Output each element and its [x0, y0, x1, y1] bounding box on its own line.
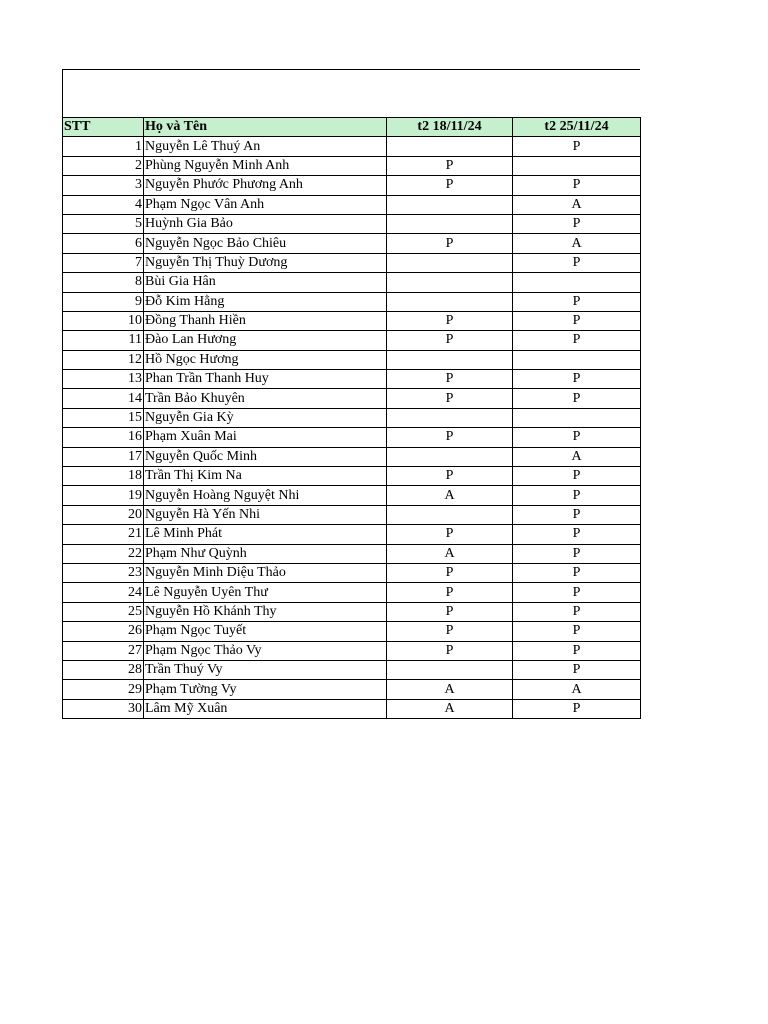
row-date-2-cell[interactable]: P — [513, 311, 641, 330]
table-row — [63, 428, 641, 447]
table-row — [63, 214, 641, 233]
row-date-1-cell[interactable]: P — [387, 525, 513, 544]
table-row — [63, 486, 641, 505]
table-row — [63, 389, 641, 408]
row-stt-cell[interactable]: 1 — [63, 137, 144, 156]
row-date-2-cell[interactable]: A — [513, 680, 641, 699]
row-date-1-cell[interactable]: A — [387, 699, 513, 718]
header-row — [63, 118, 641, 137]
table-row — [63, 583, 641, 602]
row-date-1-cell[interactable]: P — [387, 331, 513, 350]
row-name-cell[interactable]: Nguyễn Lê Thuý An — [144, 137, 387, 156]
row-date-2-cell[interactable]: A — [513, 234, 641, 253]
row-name-cell[interactable]: Phạm Như Quỳnh — [144, 544, 387, 563]
row-name-cell[interactable]: Huỳnh Gia Bảo — [144, 214, 387, 233]
row-name-cell[interactable]: Trần Thị Kim Na — [144, 467, 387, 486]
row-name-cell[interactable]: Lâm Mỹ Xuân — [144, 699, 387, 718]
row-date-1-cell[interactable]: P — [387, 467, 513, 486]
row-name-cell[interactable]: Lê Nguyễn Uyên Thư — [144, 583, 387, 602]
row-date-1-cell[interactable]: P — [387, 234, 513, 253]
row-name-cell[interactable]: Nguyễn Quốc Minh — [144, 447, 387, 466]
row-date-2-cell[interactable]: P — [513, 563, 641, 582]
row-stt-cell[interactable]: 15 — [63, 408, 144, 427]
header-date-2: t2 25/11/24 — [513, 118, 641, 137]
row-date-2-cell[interactable] — [513, 350, 641, 369]
table-row — [63, 137, 641, 156]
table-row — [63, 563, 641, 582]
row-date-2-cell[interactable]: P — [513, 660, 641, 679]
row-name-cell[interactable]: Phan Trần Thanh Huy — [144, 370, 387, 389]
row-name-cell[interactable]: Phạm Ngọc Vân Anh — [144, 195, 387, 214]
row-date-2-cell[interactable]: P — [513, 525, 641, 544]
row-stt-cell[interactable]: 26 — [63, 622, 144, 641]
row-date-2-cell[interactable]: P — [513, 428, 641, 447]
row-stt-cell[interactable]: 23 — [63, 563, 144, 582]
row-stt-cell[interactable]: 27 — [63, 641, 144, 660]
header-stt: STT — [63, 118, 144, 137]
table-row — [63, 680, 641, 699]
row-date-2-cell[interactable]: P — [513, 583, 641, 602]
row-name-cell[interactable]: Nguyễn Gia Kỳ — [144, 408, 387, 427]
row-name-cell[interactable]: Nguyễn Hà Yến Nhi — [144, 505, 387, 524]
row-date-1-cell[interactable] — [387, 273, 513, 292]
table-row — [63, 408, 641, 427]
row-name-cell[interactable]: Đào Lan Hương — [144, 331, 387, 350]
row-name-cell[interactable]: Nguyễn Minh Diệu Thảo — [144, 563, 387, 582]
row-name-cell[interactable]: Phùng Nguyễn Minh Anh — [144, 156, 387, 175]
row-stt-cell[interactable]: 28 — [63, 660, 144, 679]
row-stt-cell[interactable]: 11 — [63, 331, 144, 350]
row-date-1-cell[interactable]: P — [387, 370, 513, 389]
row-stt-cell[interactable]: 3 — [63, 176, 144, 195]
row-stt-cell[interactable]: 12 — [63, 350, 144, 369]
row-date-2-cell[interactable]: A — [513, 447, 641, 466]
row-date-2-cell[interactable]: P — [513, 137, 641, 156]
table-row — [63, 447, 641, 466]
row-date-1-cell[interactable] — [387, 137, 513, 156]
table-row — [63, 311, 641, 330]
row-date-2-cell[interactable]: P — [513, 370, 641, 389]
row-date-2-cell[interactable] — [513, 156, 641, 175]
row-name-cell[interactable]: Phạm Xuân Mai — [144, 428, 387, 447]
row-stt-cell[interactable]: 22 — [63, 544, 144, 563]
row-date-1-cell[interactable]: P — [387, 563, 513, 582]
table-row — [63, 292, 641, 311]
row-date-1-cell[interactable] — [387, 505, 513, 524]
table-row — [63, 273, 641, 292]
row-stt-cell[interactable]: 8 — [63, 273, 144, 292]
attendance-sheet — [62, 69, 640, 719]
table-row — [63, 234, 641, 253]
row-date-2-cell[interactable]: P — [513, 292, 641, 311]
row-date-1-cell[interactable]: P — [387, 311, 513, 330]
attendance-rows — [63, 137, 641, 719]
row-stt-cell[interactable]: 17 — [63, 447, 144, 466]
row-name-cell[interactable]: Phạm Tường Vy — [144, 680, 387, 699]
row-date-2-cell[interactable]: P — [513, 699, 641, 718]
row-stt-cell[interactable]: 19 — [63, 486, 144, 505]
row-date-1-cell[interactable] — [387, 214, 513, 233]
attendance-table — [62, 117, 641, 719]
row-name-cell[interactable]: Phạm Ngọc Tuyết — [144, 622, 387, 641]
row-date-1-cell[interactable]: P — [387, 622, 513, 641]
row-stt-cell[interactable]: 20 — [63, 505, 144, 524]
row-date-1-cell[interactable] — [387, 408, 513, 427]
row-name-cell[interactable]: Nguyễn Thị Thuỳ Dương — [144, 253, 387, 272]
row-date-1-cell[interactable]: P — [387, 156, 513, 175]
table-row — [63, 505, 641, 524]
row-stt-cell[interactable]: 21 — [63, 525, 144, 544]
row-stt-cell[interactable]: 13 — [63, 370, 144, 389]
row-stt-cell[interactable]: 10 — [63, 311, 144, 330]
row-name-cell[interactable]: Đồng Thanh Hiền — [144, 311, 387, 330]
row-date-1-cell[interactable] — [387, 292, 513, 311]
table-row — [63, 331, 641, 350]
row-date-2-cell[interactable]: P — [513, 253, 641, 272]
row-date-2-cell[interactable]: P — [513, 176, 641, 195]
row-stt-cell[interactable]: 29 — [63, 680, 144, 699]
table-row — [63, 641, 641, 660]
row-name-cell[interactable]: Phạm Ngọc Thảo Vy — [144, 641, 387, 660]
row-name-cell[interactable]: Đỗ Kim Hằng — [144, 292, 387, 311]
row-date-2-cell[interactable]: P — [513, 602, 641, 621]
row-stt-cell[interactable]: 16 — [63, 428, 144, 447]
row-name-cell[interactable]: Trần Thuý Vy — [144, 660, 387, 679]
header-name: Họ và Tên — [144, 118, 387, 137]
row-date-2-cell[interactable]: P — [513, 331, 641, 350]
row-date-2-cell[interactable]: P — [513, 544, 641, 563]
row-name-cell[interactable]: Bùi Gia Hân — [144, 273, 387, 292]
row-date-1-cell[interactable]: P — [387, 641, 513, 660]
row-date-1-cell[interactable]: P — [387, 389, 513, 408]
table-row — [63, 195, 641, 214]
row-date-1-cell[interactable] — [387, 253, 513, 272]
row-date-2-cell[interactable]: P — [513, 486, 641, 505]
row-date-1-cell[interactable] — [387, 447, 513, 466]
table-row — [63, 350, 641, 369]
row-name-cell[interactable]: Nguyễn Phước Phương Anh — [144, 176, 387, 195]
row-name-cell[interactable]: Lê Minh Phát — [144, 525, 387, 544]
row-date-1-cell[interactable] — [387, 660, 513, 679]
table-row — [63, 370, 641, 389]
row-date-1-cell[interactable]: P — [387, 602, 513, 621]
row-date-2-cell[interactable] — [513, 408, 641, 427]
row-stt-cell[interactable]: 14 — [63, 389, 144, 408]
table-row — [63, 660, 641, 679]
header-date-1: t2 18/11/24 — [387, 118, 513, 137]
row-date-1-cell[interactable] — [387, 350, 513, 369]
table-row — [63, 253, 641, 272]
row-date-1-cell[interactable]: P — [387, 176, 513, 195]
row-date-1-cell[interactable]: A — [387, 680, 513, 699]
table-row — [63, 622, 641, 641]
table-row — [63, 544, 641, 563]
row-date-2-cell[interactable]: P — [513, 505, 641, 524]
row-stt-cell[interactable]: 2 — [63, 156, 144, 175]
row-date-2-cell[interactable]: P — [513, 389, 641, 408]
row-date-2-cell[interactable]: P — [513, 622, 641, 641]
row-stt-cell[interactable]: 4 — [63, 195, 144, 214]
row-name-cell[interactable]: Nguyễn Hoàng Nguyệt Nhi — [144, 486, 387, 505]
row-stt-cell[interactable]: 6 — [63, 234, 144, 253]
row-date-1-cell[interactable]: P — [387, 428, 513, 447]
table-row — [63, 467, 641, 486]
row-date-1-cell[interactable]: A — [387, 486, 513, 505]
row-date-2-cell[interactable]: P — [513, 641, 641, 660]
row-date-2-cell[interactable]: A — [513, 195, 641, 214]
table-row — [63, 602, 641, 621]
row-date-2-cell[interactable]: P — [513, 214, 641, 233]
row-date-1-cell[interactable] — [387, 195, 513, 214]
row-stt-cell[interactable]: 25 — [63, 602, 144, 621]
row-stt-cell[interactable]: 9 — [63, 292, 144, 311]
row-stt-cell[interactable]: 30 — [63, 699, 144, 718]
row-date-2-cell[interactable] — [513, 273, 641, 292]
row-name-cell[interactable]: Nguyễn Hồ Khánh Thy — [144, 602, 387, 621]
row-stt-cell[interactable]: 18 — [63, 467, 144, 486]
table-row — [63, 176, 641, 195]
row-date-1-cell[interactable]: A — [387, 544, 513, 563]
table-row — [63, 699, 641, 718]
table-row — [63, 525, 641, 544]
row-name-cell[interactable]: Nguyễn Ngọc Bảo Chiêu — [144, 234, 387, 253]
row-stt-cell[interactable]: 24 — [63, 583, 144, 602]
row-name-cell[interactable]: Hồ Ngọc Hương — [144, 350, 387, 369]
row-stt-cell[interactable]: 5 — [63, 214, 144, 233]
sheet-title-area — [62, 69, 640, 117]
row-date-2-cell[interactable]: P — [513, 467, 641, 486]
table-row — [63, 156, 641, 175]
row-date-1-cell[interactable]: P — [387, 583, 513, 602]
row-name-cell[interactable]: Trần Bảo Khuyên — [144, 389, 387, 408]
row-stt-cell[interactable]: 7 — [63, 253, 144, 272]
